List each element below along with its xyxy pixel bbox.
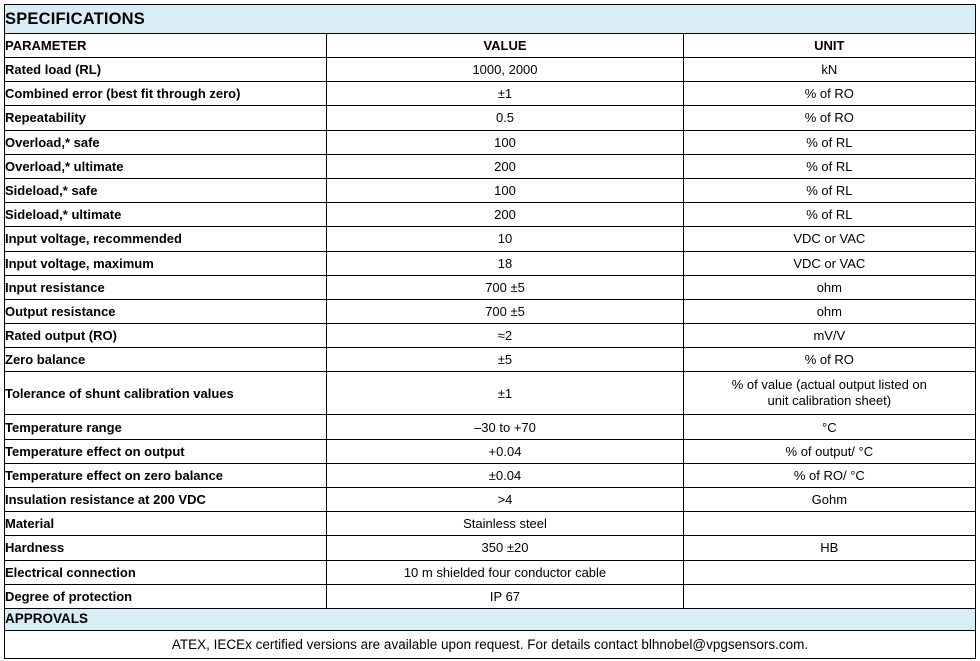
row-value: +0.04 [327,439,683,463]
row-unit [683,512,975,536]
row-parameter: Input resistance [5,275,327,299]
row-value: –30 to +70 [327,415,683,439]
row-parameter: Insulation resistance at 200 VDC [5,488,327,512]
row-parameter: Zero balance [5,348,327,372]
table-title: SPECIFICATIONS [5,9,146,28]
row-parameter: Rated output (RO) [5,324,327,348]
row-parameter: Input voltage, maximum [5,251,327,275]
row-unit: % of output/ °C [683,439,975,463]
row-parameter: Output resistance [5,299,327,323]
row-unit: VDC or VAC [683,227,975,251]
row-unit: Gohm [683,488,975,512]
row-unit [683,584,975,608]
row-unit: % of RO [683,106,975,130]
row-unit: % of RL [683,130,975,154]
column-header-unit-label: UNIT [814,37,845,53]
table-row [5,275,976,299]
row-value: 100 [327,130,683,154]
row-unit: mV/V [683,324,975,348]
row-unit: % of RL [683,154,975,178]
specifications-table [4,4,976,659]
row-parameter: Temperature effect on zero balance [5,463,327,487]
row-unit: HB [683,536,975,560]
row-parameter: Hardness [5,536,327,560]
row-value: ≈2 [327,324,683,348]
row-value: 0.5 [327,106,683,130]
table-row [5,106,976,130]
approvals-note-row [5,630,976,658]
row-value: 18 [327,251,683,275]
table-row [5,463,976,487]
table-row [5,203,976,227]
row-parameter: Temperature effect on output [5,439,327,463]
table-row [5,82,976,106]
table-row [5,130,976,154]
table-row [5,560,976,584]
row-unit: °C [683,415,975,439]
row-unit [683,372,975,415]
row-unit-line1: % of value (actual output listed on [731,377,927,393]
row-unit: ohm [683,275,975,299]
table-row [5,439,976,463]
row-unit: % of RO [683,82,975,106]
row-parameter: Sideload,* safe [5,178,327,202]
table-row [5,227,976,251]
table-row [5,348,976,372]
table-row [5,299,976,323]
row-unit: % of RL [683,178,975,202]
row-parameter: Sideload,* ultimate [5,203,327,227]
table-row [5,415,976,439]
row-unit [683,560,975,584]
table-row [5,584,976,608]
column-header-value-label: VALUE [483,37,527,53]
row-unit: % of RO [683,348,975,372]
column-header-parameter-label: PARAMETER [5,37,87,53]
row-value: Stainless steel [327,512,683,536]
row-value: 200 [327,203,683,227]
row-unit-line2: unit calibration sheet) [767,393,892,409]
row-unit: kN [683,58,975,82]
row-parameter: Material [5,512,327,536]
row-value: 700 ±5 [327,299,683,323]
column-header-unit [683,34,975,58]
row-value: 350 ±20 [327,536,683,560]
row-parameter: Input voltage, recommended [5,227,327,251]
table-header-row [5,34,976,58]
table-row [5,178,976,202]
row-unit: VDC or VAC [683,251,975,275]
row-parameter: Electrical connection [5,560,327,584]
row-value: 10 m shielded four conductor cable [327,560,683,584]
table-title-cell [5,5,976,34]
row-value: 700 ±5 [327,275,683,299]
row-value: IP 67 [327,584,683,608]
table-row [5,154,976,178]
approvals-heading: APPROVALS [5,611,89,627]
table-row [5,58,976,82]
column-header-value [327,34,683,58]
row-unit: % of RL [683,203,975,227]
table-row [5,251,976,275]
table-row [5,372,976,415]
column-header-parameter [5,34,327,58]
row-parameter: Rated load (RL) [5,58,327,82]
table-row [5,324,976,348]
row-value: ±0.04 [327,463,683,487]
row-value: 200 [327,154,683,178]
row-value: ±1 [327,82,683,106]
row-parameter: Overload,* ultimate [5,154,327,178]
table-row [5,488,976,512]
row-parameter: Combined error (best fit through zero) [5,82,327,106]
approvals-note: ATEX, IECEx certified versions are available upon request. For details contact blhnobel@vpgsensors.com. [5,630,976,658]
approvals-heading-cell [5,608,976,630]
row-parameter: Repeatability [5,106,327,130]
row-unit: ohm [683,299,975,323]
table-row [5,536,976,560]
row-parameter: Overload,* safe [5,130,327,154]
table-title-row [5,5,976,34]
row-value: ±1 [327,372,683,415]
table-row [5,512,976,536]
row-parameter: Degree of protection [5,584,327,608]
row-parameter: Tolerance of shunt calibration values [5,372,327,415]
row-parameter: Temperature range [5,415,327,439]
approvals-heading-row [5,608,976,630]
row-unit: % of RO/ °C [683,463,975,487]
row-value: >4 [327,488,683,512]
row-value: ±5 [327,348,683,372]
row-value: 100 [327,178,683,202]
row-value: 1000, 2000 [327,58,683,82]
row-value: 10 [327,227,683,251]
table-body [5,5,976,659]
